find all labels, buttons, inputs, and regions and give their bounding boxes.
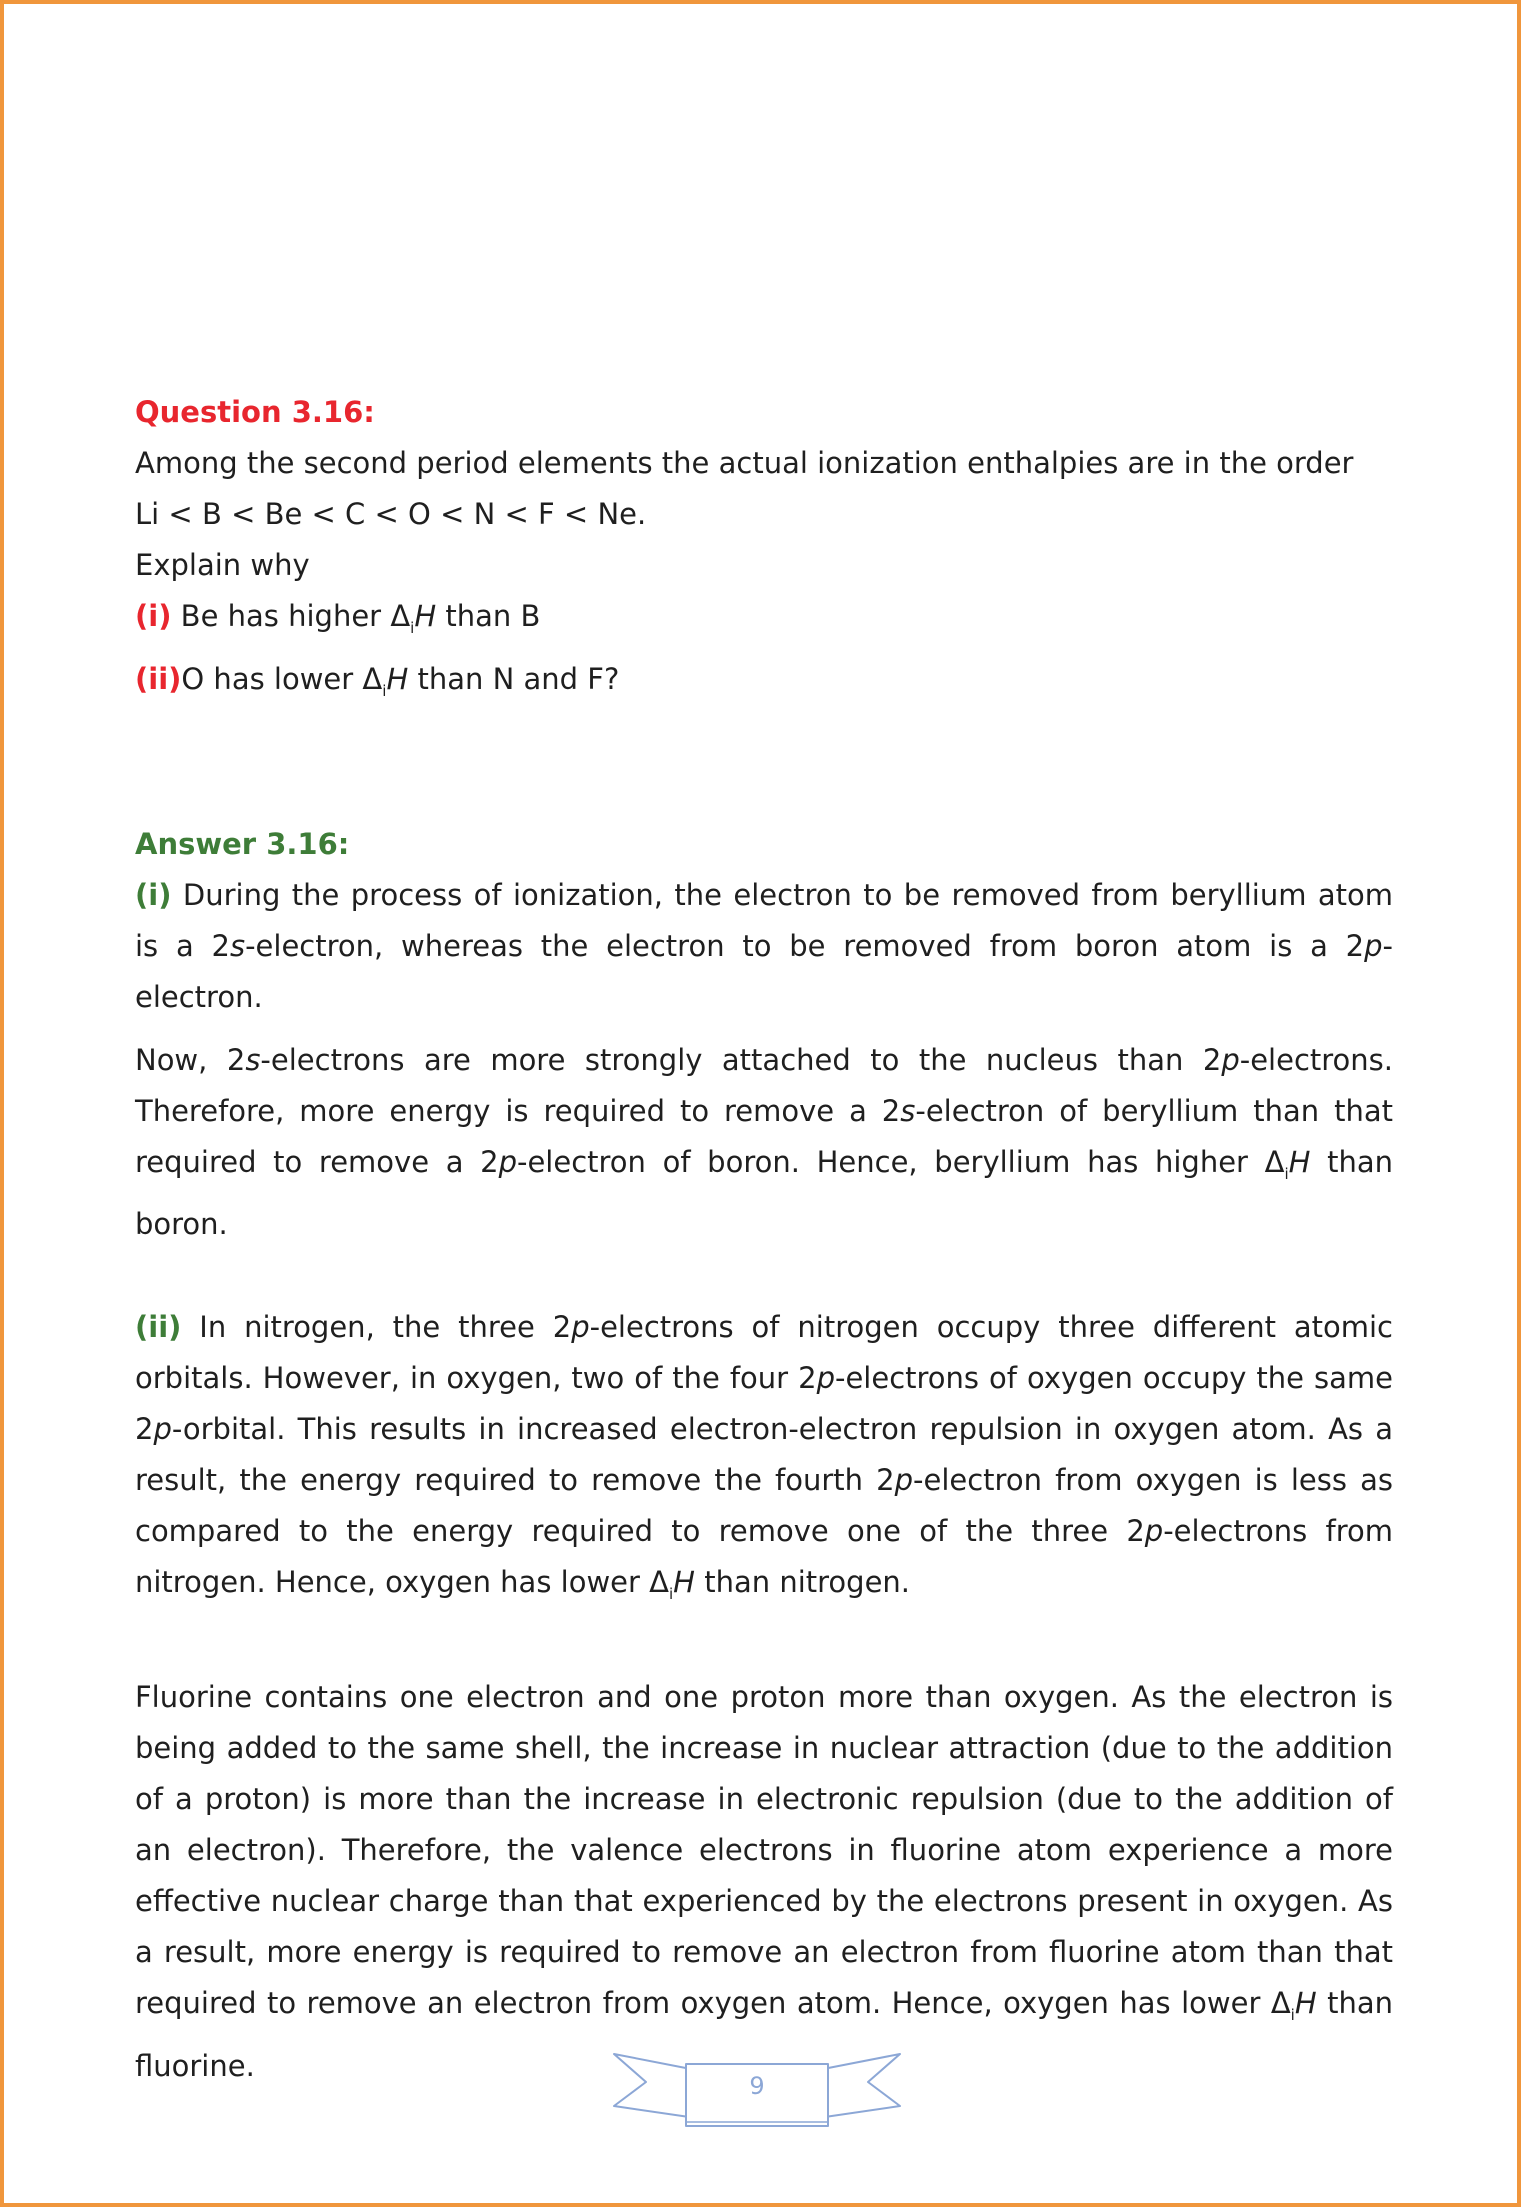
question-part-ii-number: (ii) xyxy=(135,661,182,696)
answer-part-ii-paragraph-2: Fluorine contains one electron and one proton more than oxygen. As the electron is being added to the same shell, the increase in nuclear attraction (due to the addition of a proton) is more than the increase in electronic repulsion (due to the addition of an electron). Therefore, the valence electrons in fluorine atom experience a more effective nuclear charge than that experienced by the electrons present in oxygen. As a result, more energy is required to remove an electron from fluorine atom than that required to remove an electron from oxygen atom. Hence, oxygen has lower $\Delta_iH$ than fluorine. xyxy=(135,1680,1393,2083)
answer-part-ii-paragraph-1: (ii) In nitrogen, the three 2p-electrons of nitrogen occupy three different atomic orbitals. However, in oxygen, two of the four 2p-electrons of oxygen occupy the same 2p-orbital. This results in increased electron-electron repulsion in oxygen atom. As a result, the energy required to remove the fourth 2p-electron from oxygen is less as compared to the energy required to remove one of the three 2p-electrons from nitrogen. Hence, oxygen has lower $\Delta_iH$ than nitrogen. xyxy=(135,1310,1394,1604)
answer-part-i-number: (i) xyxy=(135,877,172,912)
question-intro: Among the second period elements the actual ionization enthalpies are in the order xyxy=(135,446,1354,480)
answer-part-i-paragraph-2: Now, 2s-electrons are more strongly attached to the nucleus than 2p-electrons. Therefore, more energy is required to remove a 2s-electron of beryllium than that required to remove a 2p-electron of boron. Hence, beryllium has higher $\Delta_iH$ than boron. xyxy=(135,1042,1394,1242)
page-number-ribbon xyxy=(612,2050,902,2132)
question-explain: Explain why xyxy=(135,548,310,582)
answer-part-i-paragraph-1: (i) During the process of ionization, the electron to be removed from beryllium atom is a 2s-electron, whereas the electron to be removed from boron atom is a 2p-electron. xyxy=(135,877,1394,1014)
page-number: 9 xyxy=(749,2072,765,2100)
question-part-ii: (ii)O has lower $\Delta_iH$ than N and F? xyxy=(135,661,620,700)
question-part-i-number: (i) xyxy=(135,599,172,633)
answer-title: Answer 3.16: xyxy=(135,826,350,861)
question-order: Li < B < Be < C < O < N < F < Ne. xyxy=(135,497,647,531)
question-title: Question 3.16: xyxy=(135,395,375,429)
content xyxy=(135,387,1393,2092)
question-part-i: (i) Be has higher $\Delta_iH$ than B xyxy=(135,599,541,637)
answer-part-ii-number: (ii) xyxy=(135,1310,182,1345)
